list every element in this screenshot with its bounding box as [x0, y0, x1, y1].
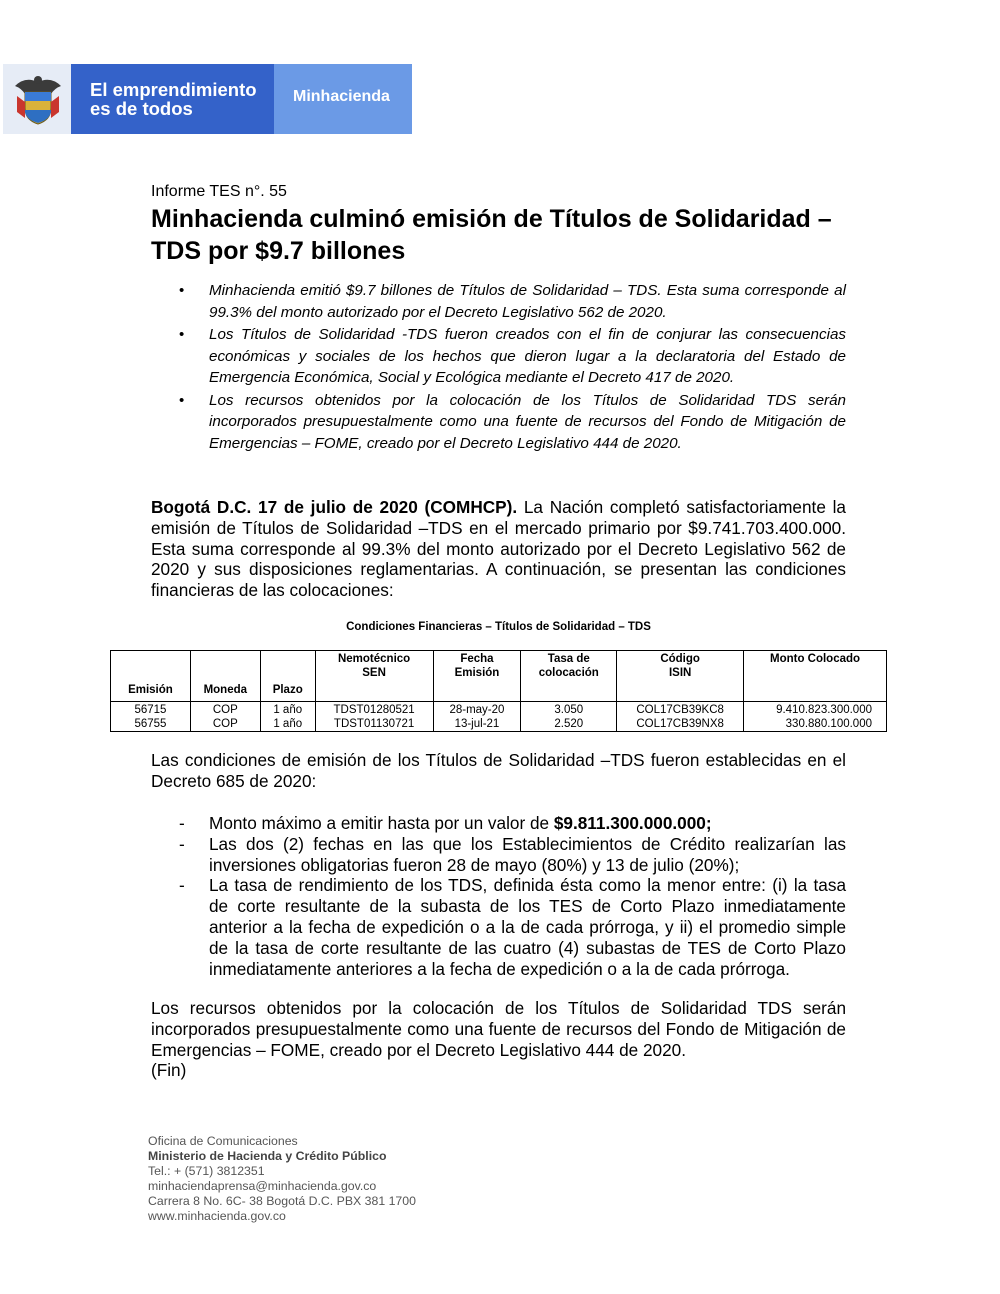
- intro-paragraph: [151, 497, 846, 601]
- footer: [148, 1134, 416, 1224]
- cell-emision: 56755: [111, 717, 191, 732]
- header-tasa-line1: Tasa de: [547, 653, 590, 665]
- condition-item: - La tasa de rendimiento de los TDS, definida ésta como la menor entre: (i) la tasa de corte resultante de la subasta de los TES de Corto Plazo inmediatamente anterior a la fecha de expedición o a la de cada prórroga, y ii) el promedio simple de la tasa de corte resultante de las cuatro (4) subastas de TES de Corto Plazo inmediatamente anteriores a la fecha de expedición o a la de cada prórroga.: [151, 875, 846, 979]
- header-moneda: Moneda: [190, 651, 260, 702]
- cell-tasa: 3.050: [521, 703, 617, 717]
- slogan-line-1: El emprendimiento: [90, 79, 257, 100]
- cell-moneda: COP: [190, 717, 260, 732]
- page-title: Minhacienda culminó emisión de Títulos de Solidaridad – TDS por $9.7 billones: [151, 205, 832, 265]
- crest-box: [3, 64, 71, 134]
- table-header-row: [111, 651, 887, 702]
- header-monto: Monto Colocado: [744, 651, 887, 702]
- dateline: Bogotá D.C. 17 de julio de 2020 (COMHCP).: [151, 497, 518, 517]
- cell-fecha: 28-may-20: [433, 703, 521, 717]
- highlight-item: • Los Títulos de Solidaridad -TDS fueron creados con el fin de conjurar las consecuencias económicas y sociales de los hechos que dieron lugar a la declaratoria del Estado de Emergencia Económica, Social y Ecológica mediante el Decreto 417 de 2020.: [151, 324, 846, 389]
- cell-monto: 9.410.823.300.000: [744, 703, 887, 717]
- cell-nemotecnico: TDST01280521: [315, 703, 433, 717]
- header-tasa-line2: colocación: [538, 667, 599, 679]
- header-emision: Emisión: [111, 651, 191, 702]
- cell-emision: 56715: [111, 703, 191, 717]
- header-plazo: Plazo: [260, 651, 315, 702]
- table-caption: Condiciones Financieras – Títulos de Solidaridad – TDS: [346, 621, 651, 633]
- header-tasa: [521, 651, 617, 702]
- table-row: [111, 717, 887, 732]
- conditions-list: [151, 813, 846, 979]
- footer-address: Carrera 8 No. 6C- 38 Bogotá D.C. PBX 381 1700: [148, 1194, 416, 1208]
- resources-paragraph: Los recursos obtenidos por la colocación de los Títulos de Solidaridad TDS serán incorporados presupuestalmente como una fuente de recursos del Fondo de Mitigación de Emergencias – FOME, creado por el Decreto Legislativo 444 de 2020.: [151, 998, 846, 1060]
- cell-monto: 330.880.100.000: [744, 717, 887, 732]
- slogan-line-2: es de todos: [90, 98, 193, 119]
- intro-text: La Nación completó satisfactoriamente la emisión de Títulos de Solidaridad –TDS en el mercado primario por $9.741.703.400.000. Esta suma corresponde al 99.3% del monto autorizado por el Decreto Legislativo 562 de 2020 y sus disposiciones reglamentarias. A continuación, se presentan las condiciones financieras de las colocaciones:: [151, 497, 846, 601]
- footer-phone: Tel.: + (571) 3812351: [148, 1164, 265, 1178]
- header-banner: [3, 64, 412, 134]
- condition-item: - Las dos (2) fechas en las que los Establecimientos de Crédito realizarían las inversiones obligatorias fueron 28 de mayo (80%) y 13 de julio (20%);: [151, 834, 846, 876]
- financial-conditions-table: [110, 650, 887, 732]
- cell-nemotecnico: TDST01130721: [315, 717, 433, 732]
- cell-plazo: 1 año: [260, 703, 315, 717]
- condition-1-text: Monto máximo a emitir hasta por un valor de: [209, 813, 554, 833]
- header-nemotecnico: [315, 651, 433, 702]
- condition-1-amount: $9.811.300.000.000;: [553, 813, 712, 833]
- table-row: [111, 703, 887, 717]
- cell-isin: COL17CB39NX8: [617, 717, 744, 732]
- report-number: Informe TES n°. 55: [151, 183, 287, 200]
- footer-office: Oficina de Comunicaciones: [148, 1134, 298, 1148]
- cell-tasa: 2.520: [521, 717, 617, 732]
- slogan: [90, 80, 257, 118]
- header-fecha-line2: Emisión: [454, 667, 500, 679]
- colombia-coat-of-arms-icon: [11, 72, 65, 128]
- end-tag: (Fin): [151, 1060, 187, 1080]
- cell-plazo: 1 año: [260, 717, 315, 732]
- banner-primary: [3, 64, 274, 134]
- highlight-item: • Minhacienda emitió $9.7 billones de Títulos de Solidaridad – TDS. Esta suma corresponde al 99.3% del monto autorizado por el Decreto Legislativo 562 de 2020.: [151, 280, 846, 323]
- conditions-intro: Las condiciones de emisión de los Títulos de Solidaridad –TDS fueron establecidas en el Decreto 685 de 2020:: [151, 750, 846, 791]
- header-codigo-line1: Código: [660, 653, 700, 665]
- highlight-item: • Los recursos obtenidos por la colocación de los Títulos de Solidaridad TDS serán incorporados presupuestalmente como una fuente de recursos del Fondo de Mitigación de Emergencias – FOME, creado por el Decreto Legislativo 444 de 2020.: [151, 390, 846, 455]
- cell-fecha: 13-jul-21: [433, 717, 521, 732]
- condition-item: [151, 813, 846, 834]
- footer-email: minhaciendaprensa@minhacienda.gov.co: [148, 1179, 377, 1193]
- cell-isin: COL17CB39KC8: [617, 703, 744, 717]
- highlights-list: [151, 280, 846, 455]
- footer-website: www.minhacienda.gov.co: [148, 1209, 286, 1223]
- footer-ministry: Ministerio de Hacienda y Crédito Público: [148, 1149, 387, 1163]
- brand-name: Minhacienda: [293, 88, 390, 105]
- header-nemotecnico-line2: SEN: [362, 667, 386, 679]
- header-nemotecnico-line1: Nemotécnico: [337, 653, 411, 665]
- header-codigo: [617, 651, 744, 702]
- header-fecha-line1: Fecha: [460, 653, 494, 665]
- header-fecha: [433, 651, 521, 702]
- cell-moneda: COP: [190, 703, 260, 717]
- header-codigo-line2: ISIN: [668, 667, 692, 679]
